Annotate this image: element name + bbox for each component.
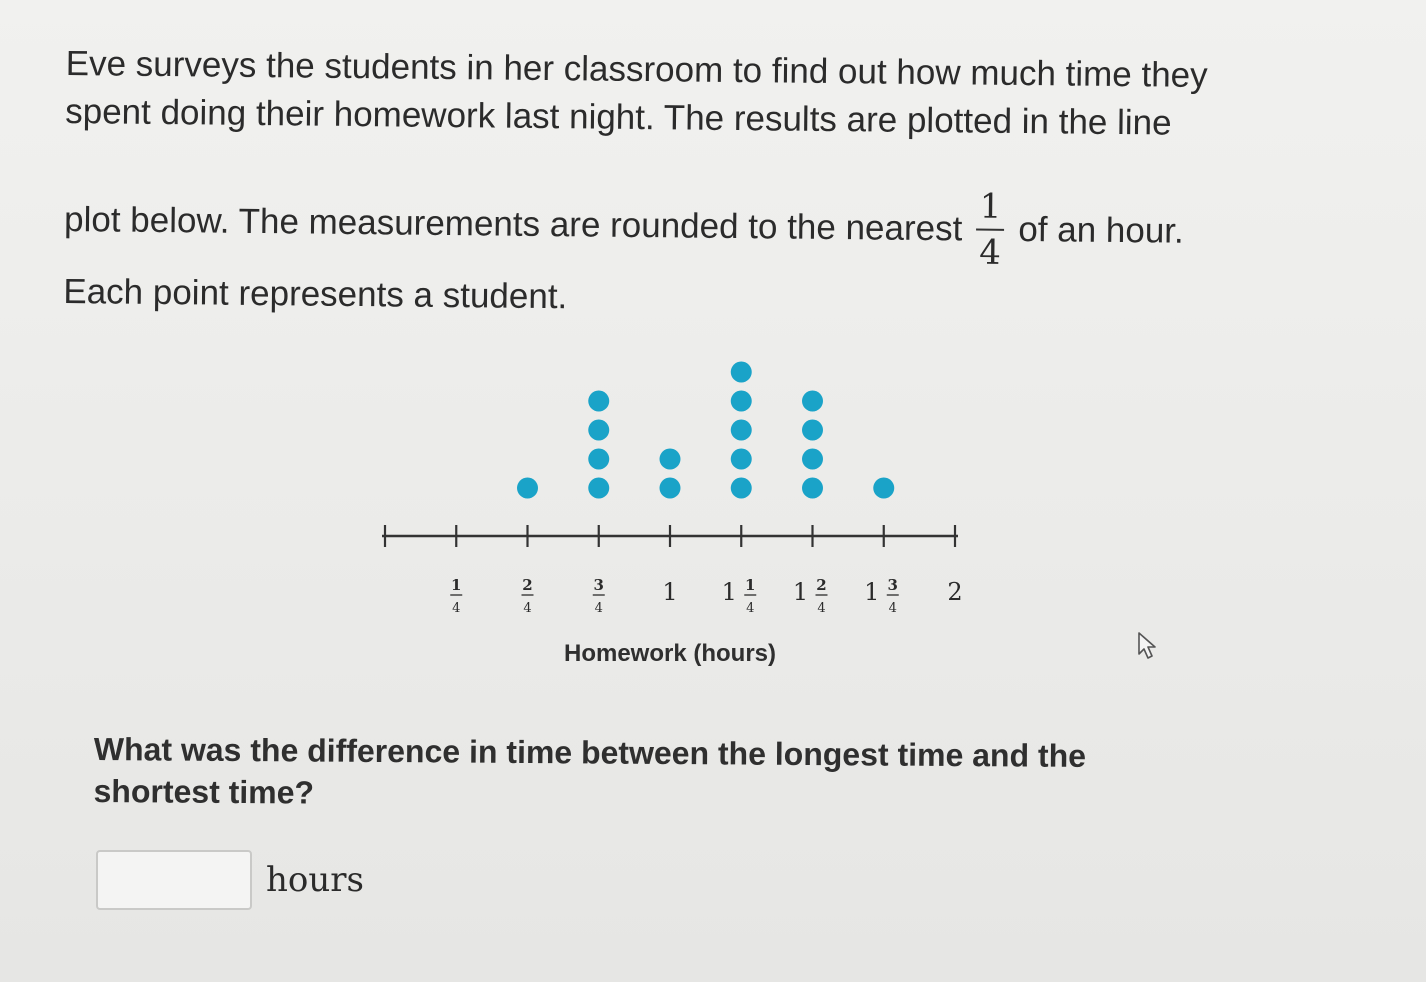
tick-label-numerator: 2	[522, 576, 533, 594]
fraction-denominator: 4	[979, 232, 1002, 273]
problem-line-3	[64, 178, 1265, 275]
problem-line-3-start: plot below. The measurements are rounded to the nearest	[63, 199, 963, 249]
fraction-bar	[976, 229, 1004, 231]
tick-label-denominator: 4	[746, 601, 755, 616]
data-point	[802, 449, 823, 470]
data-point	[588, 420, 609, 441]
data-point	[802, 391, 823, 412]
answer-row	[96, 850, 364, 910]
tick-label-numerator: 2	[816, 576, 827, 594]
data-point	[588, 449, 609, 470]
tick-label-whole: 1	[864, 578, 880, 606]
data-point	[802, 478, 823, 499]
tick-label-numerator: 3	[887, 576, 898, 594]
tick-label-denominator: 4	[817, 601, 826, 616]
mouse-cursor-icon	[1136, 630, 1160, 660]
tick-label-whole: 2	[947, 578, 963, 606]
tick-label-denominator: 4	[594, 601, 603, 616]
data-point	[660, 449, 681, 470]
data-point	[660, 478, 681, 499]
line-plot	[370, 350, 990, 680]
data-point	[802, 420, 823, 441]
tick-label-numerator: 3	[593, 576, 604, 594]
problem-line-2: spent doing their homework last night. The results are plotted in the line	[65, 91, 1172, 143]
data-point	[731, 420, 752, 441]
question-text: What was the difference in time between the longest time and the shortest time?	[93, 730, 1087, 811]
data-point	[731, 391, 752, 412]
tick-label-denominator: 4	[523, 601, 532, 616]
tick-label-numerator: 1	[745, 576, 756, 594]
x-axis-label: Homework (hours)	[563, 640, 777, 667]
problem-statement	[63, 40, 1266, 329]
data-point	[588, 391, 609, 412]
tick-label-whole: 1	[721, 578, 737, 606]
quarter-fraction	[976, 188, 1005, 272]
tick-label-denominator: 4	[452, 601, 461, 616]
tick-label-whole: 1	[662, 578, 678, 606]
tick-label-numerator: 1	[451, 576, 462, 594]
problem-line-1: Eve surveys the students in her classroom to find out how much time they	[65, 43, 1208, 95]
fraction-numerator: 1	[979, 186, 1002, 227]
data-point	[731, 449, 752, 470]
data-point	[731, 362, 752, 383]
data-point	[731, 478, 752, 499]
data-point	[873, 478, 894, 499]
data-point	[588, 478, 609, 499]
answer-unit-label: hours	[266, 860, 364, 900]
answer-input[interactable]	[96, 850, 252, 910]
tick-label-whole: 1	[792, 578, 809, 606]
problem-line-4: Each point represents a student.	[63, 271, 568, 317]
problem-line-3-end: of an hour.	[1018, 209, 1184, 251]
line-plot-svg	[370, 350, 990, 680]
tick-label-denominator: 4	[888, 601, 897, 616]
data-point	[517, 478, 538, 499]
